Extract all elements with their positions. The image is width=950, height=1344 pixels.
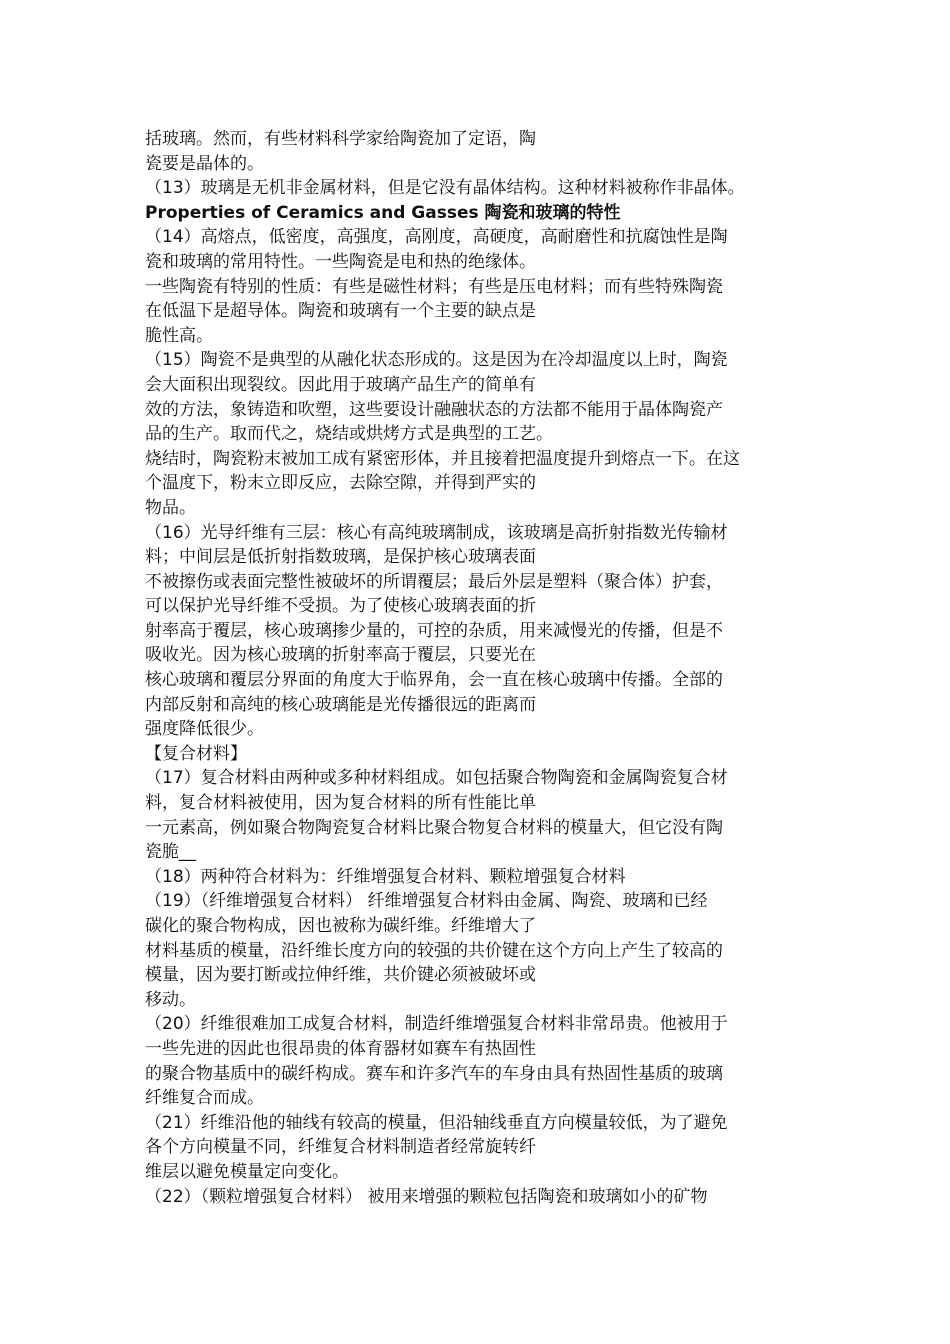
paragraph-17: （17）复合材料由两种或多种材料组成。如包括聚合物陶瓷和金属陶瓷复合材 — [145, 768, 728, 789]
text-line: 脆性高。 — [145, 325, 213, 346]
paragraph-22: （22）（颗粒增强复合材料） 被用来增强的颗粒包括陶瓷和玻璃如小的矿物 — [145, 1186, 708, 1207]
paragraph-20: （20）纤维很难加工成复合材料，制造纤维增强复合材料非常昂贵。他被用于 — [145, 1014, 728, 1035]
text-line: 品的生产。取而代之，烧结或烘烤方式是典型的工艺。 — [145, 424, 553, 445]
composites-heading: 【复合材料】 — [145, 743, 247, 764]
text-line: 效的方法，象铸造和吹塑，这些要设计融融状态的方法都不能用于晶体陶瓷产 — [145, 399, 723, 420]
paragraph-18: （18）两种符合材料为：纤维增强复合材料、颗粒增强复合材料 — [145, 866, 626, 887]
paragraph-13: （13）玻璃是无机非金属材料，但是它没有晶体结构。这种材料被称作非晶体。 — [145, 178, 745, 199]
text-line: 一元素高，例如聚合物陶瓷复合材料比聚合物复合材料的模量大，但它没有陶 — [145, 817, 723, 838]
text-line: 瓷要是晶体的。 — [145, 153, 264, 174]
text-line: 射率高于覆层，核心玻璃掺少量的，可控的杂质，用来减慢光的传播，但是不 — [145, 620, 723, 641]
text-line: 会大面积出现裂纹。因此用于玻璃产品生产的简单有 — [145, 374, 536, 395]
text-line: 的聚合物基质中的碳纤构成。赛车和许多汽车的车身由具有热固性基质的玻璃 — [145, 1063, 723, 1084]
text-line: 内部反射和高纯的核心玻璃能是光传播很远的距离而 — [145, 694, 536, 715]
text-line: 移动。 — [145, 989, 196, 1010]
text-line: 各个方向模量不同，纤维复合材料制造者经常旋转纤 — [145, 1137, 536, 1158]
text-line: 一些陶瓷有特别的性质：有些是磁性材料；有些是压电材料；而有些特殊陶瓷 — [145, 276, 723, 297]
paragraph-19: （19）（纤维增强复合材料） 纤维增强复合材料由金属、陶瓷、玻璃和已经 — [145, 891, 708, 912]
text-line: 吸收光。因为核心玻璃的折射率高于覆层，只要光在 — [145, 645, 536, 666]
text-line: 核心玻璃和覆层分界面的角度大于临界角，会一直在核心玻璃中传播。全部的 — [145, 670, 723, 691]
text-line: 纤维复合而成。 — [145, 1088, 264, 1109]
text-line: 个温度下，粉末立即反应，去除空隙，并得到严实的 — [145, 473, 536, 494]
text-line: 模量，因为要打断或拉伸纤维，共价键必须被破坏或 — [145, 965, 536, 986]
text-line: 在低温下是超导体。陶瓷和玻璃有一个主要的缺点是 — [145, 301, 536, 322]
paragraph-15: （15）陶瓷不是典型的从融化状态形成的。这是因为在冷却温度以上时，陶瓷 — [145, 350, 728, 371]
paragraph-21: （21）纤维沿他的轴线有较高的模量，但沿轴线垂直方向模量较低，为了避免 — [145, 1112, 728, 1133]
text-line: 维层以避免模量定向变化。 — [145, 1161, 349, 1182]
text-line: 烧结时，陶瓷粉末被加工成有紧密形体，并且接着把温度提升到熔点一下。在这 — [145, 448, 740, 469]
text-line: 料，复合材料被使用，因为复合材料的所有性能比单 — [145, 793, 536, 814]
paragraph-14: （14）高熔点，低密度，高强度，高刚度，高硬度，高耐磨性和抗腐蚀性是陶 — [145, 227, 728, 248]
text-line: 瓷脆__ — [145, 842, 196, 863]
text-line: 材料基质的模量，沿纤维长度方向的较强的共价键在这个方向上产生了较高的 — [145, 940, 723, 961]
text-line: 物品。 — [145, 497, 196, 518]
text-line: 瓷和玻璃的常用特性。一些陶瓷是电和热的绝缘体。 — [145, 251, 536, 272]
text-line: 可以保护光导纤维不受损。为了使核心玻璃表面的折 — [145, 596, 536, 617]
text-line: 不被擦伤或表面完整性被破坏的所谓覆层；最后外层是塑料（聚合体）护套， — [145, 571, 723, 592]
text-line: 强度降低很少。 — [145, 719, 264, 740]
text-line: 括玻璃。然而，有些材料科学家给陶瓷加了定语，陶 — [145, 129, 536, 149]
section-heading: Properties of Ceramics and Gasses 陶瓷和玻璃的特性 — [145, 202, 621, 223]
paragraph-16: （16）光导纤维有三层：核心有高纯玻璃制成，该玻璃是高折射指数光传输材 — [145, 522, 728, 543]
text-line: 碳化的聚合物构成，因也被称为碳纤维。纤维增大了 — [145, 916, 536, 936]
document-body — [145, 127, 825, 1209]
text-line: 料；中间层是低折射指数玻璃，是保护核心玻璃表面 — [145, 547, 536, 568]
text-line: 一些先进的因此也很昂贵的体育器材如赛车有热固性 — [145, 1038, 536, 1059]
